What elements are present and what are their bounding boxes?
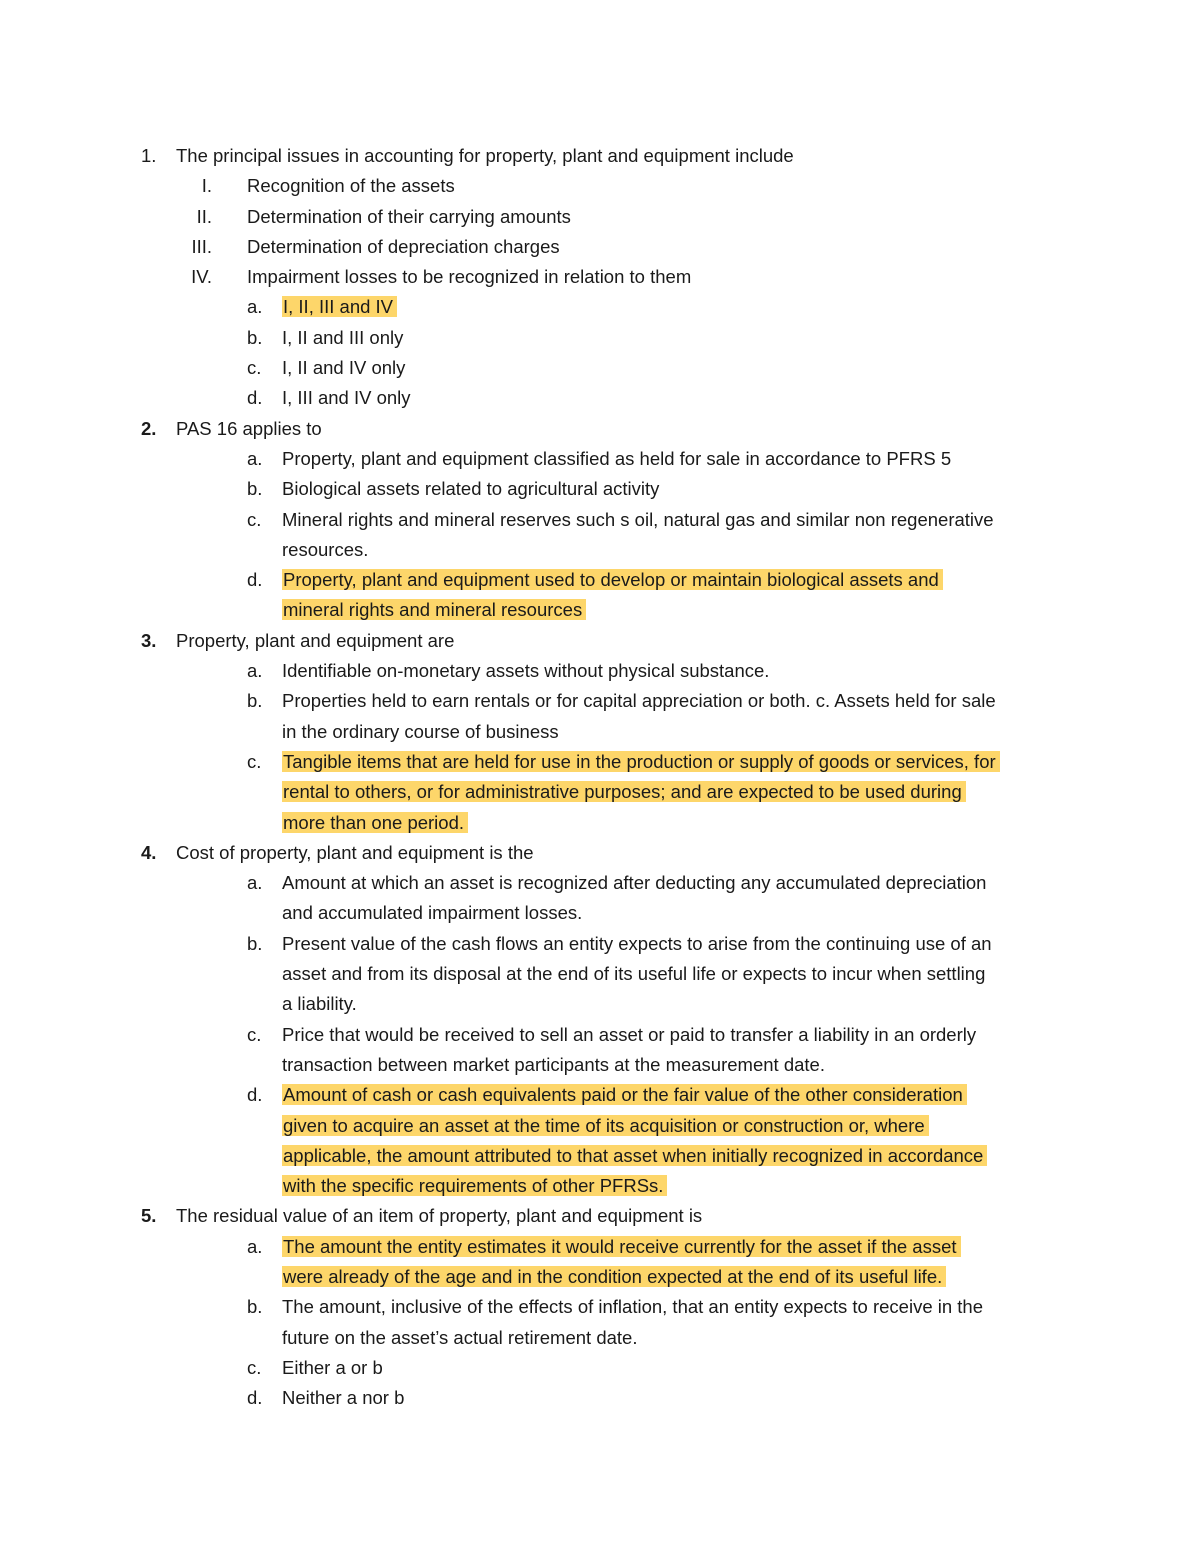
answer-option-continued (0, 1323, 1200, 1353)
option-text-line: Neither a nor b (282, 1387, 405, 1409)
answer-option (0, 1383, 1200, 1413)
option-letter: d. (247, 1084, 263, 1106)
answer-option (0, 1020, 1200, 1050)
answer-option (0, 565, 1200, 595)
answer-option-continued (0, 989, 1200, 1019)
option-text (282, 1080, 967, 1110)
statement-text: Impairment losses to be recognized in relation to them (247, 266, 692, 288)
option-letter: c. (247, 357, 262, 379)
option-letter: b. (247, 1296, 263, 1318)
option-letter: a. (247, 447, 263, 469)
answer-option-continued (0, 595, 1200, 625)
option-text (282, 686, 996, 716)
option-text (282, 565, 943, 595)
answer-option-continued (0, 717, 1200, 747)
option-text (282, 505, 994, 535)
option-letter: d. (247, 387, 263, 409)
option-letter: b. (247, 326, 263, 348)
answer-option (0, 323, 1200, 353)
option-letter: a. (247, 296, 263, 318)
option-text (282, 868, 986, 898)
option-letter: b. (247, 932, 263, 954)
answer-option (0, 929, 1200, 959)
option-text (282, 323, 403, 353)
option-letter: a. (247, 660, 263, 682)
option-text-line: I, III and IV only (282, 387, 411, 409)
answer-option (0, 868, 1200, 898)
answer-option (0, 747, 1200, 777)
option-text (282, 808, 468, 838)
answer-option (0, 505, 1200, 535)
option-text-line: Either a or b (282, 1356, 383, 1378)
highlighted-answer: Tangible items that are held for use in the production or supply of goods or services, for (282, 751, 1000, 772)
option-text (282, 383, 411, 413)
option-letter: b. (247, 690, 263, 712)
answer-option-continued (0, 1050, 1200, 1080)
option-text (282, 1232, 961, 1262)
option-text (282, 656, 769, 686)
option-text (282, 959, 985, 989)
question-text: Cost of property, plant and equipment is the (176, 841, 534, 863)
option-letter: d. (247, 1387, 263, 1409)
statement-numeral: IV. (191, 266, 212, 288)
answer-option-continued (0, 777, 1200, 807)
option-text-line: in the ordinary course of business (282, 720, 559, 742)
answer-option (0, 474, 1200, 504)
highlighted-answer: rental to others, or for administrative purposes; and are expected to be used during (282, 781, 966, 802)
answer-option (0, 1292, 1200, 1322)
statement-text: Determination of depreciation charges (247, 235, 560, 257)
option-text-line: Price that would be received to sell an asset or paid to transfer a liability in an orderly (282, 1023, 977, 1045)
option-text-line: Mineral rights and mineral reserves such s oil, natural gas and similar non regenerative (282, 508, 994, 530)
question-text: The principal issues in accounting for property, plant and equipment include (176, 145, 794, 166)
option-text (282, 1353, 383, 1383)
option-letter: a. (247, 872, 263, 894)
option-letter: c. (247, 508, 262, 530)
answer-option-continued (0, 1141, 1200, 1171)
option-text (282, 595, 586, 625)
question-number: 3. (141, 629, 157, 651)
option-letter: b. (247, 478, 263, 500)
statement-2 (0, 202, 1200, 232)
highlighted-answer: applicable, the amount attributed to that asset when initially recognized in accordance (282, 1145, 987, 1166)
statement-numeral: III. (191, 235, 212, 257)
answer-option (0, 1080, 1200, 1110)
option-text-line: I, II and IV only (282, 357, 406, 379)
option-text-line: a liability. (282, 993, 357, 1015)
highlighted-answer: The amount the entity estimates it would receive currently for the asset if the asset (282, 1236, 961, 1257)
option-text (282, 1020, 976, 1050)
option-text-line: Amount at which an asset is recognized after deducting any accumulated depreciation (282, 872, 987, 894)
answer-option (0, 686, 1200, 716)
statement-4 (0, 262, 1200, 292)
option-text-line: transaction between market participants at the measurement date. (282, 1053, 825, 1075)
answer-option-continued (0, 808, 1200, 838)
option-text (282, 535, 368, 565)
option-letter: a. (247, 1235, 263, 1257)
option-letter: c. (247, 1356, 262, 1378)
answer-option (0, 1353, 1200, 1383)
option-text-line: Present value of the cash flows an entity expects to arise from the continuing use of an (282, 932, 992, 954)
highlighted-answer: I, II, III and IV (282, 296, 397, 317)
answer-option (0, 353, 1200, 383)
highlighted-answer: given to acquire an asset at the time of its acquisition or construction or, where (282, 1115, 929, 1136)
statement-1 (0, 171, 1200, 201)
question-1 (0, 141, 1200, 171)
statement-text: Determination of their carrying amounts (247, 205, 571, 227)
option-text (282, 1262, 946, 1292)
question-3 (0, 626, 1200, 656)
statement-numeral: I. (201, 175, 212, 197)
question-text: Property, plant and equipment are (176, 629, 455, 651)
answer-option-continued (0, 1171, 1200, 1201)
option-text (282, 777, 966, 807)
option-text (282, 1292, 983, 1322)
statement-3 (0, 232, 1200, 262)
option-text (282, 717, 559, 747)
highlighted-answer: were already of the age and in the condition expected at the end of its useful life. (282, 1266, 946, 1287)
option-text-line: future on the asset’s actual retirement date. (282, 1326, 638, 1348)
option-text-line: Identifiable on-monetary assets without physical substance. (282, 660, 770, 682)
option-text (282, 1050, 825, 1080)
option-text-line: Properties held to earn rentals or for capital appreciation or both. c. Assets held for sale (282, 690, 996, 712)
question-2 (0, 414, 1200, 444)
option-text (282, 1141, 987, 1171)
option-text (282, 1383, 404, 1413)
option-text (282, 747, 1000, 777)
option-text-line: resources. (282, 538, 369, 560)
highlighted-answer: mineral rights and mineral resources (282, 599, 586, 620)
answer-option-continued (0, 1111, 1200, 1141)
question-number: 5. (141, 1205, 157, 1227)
question-4 (0, 838, 1200, 868)
option-text-line: Property, plant and equipment classified as held for sale in accordance to PFRS 5 (282, 447, 952, 469)
answer-option-continued (0, 898, 1200, 928)
answer-option (0, 444, 1200, 474)
question-list (0, 141, 1200, 1413)
option-text (282, 989, 357, 1019)
option-text (282, 292, 397, 322)
option-text (282, 444, 951, 474)
option-text-line: Biological assets related to agricultural activity (282, 478, 660, 500)
option-letter: c. (247, 1023, 262, 1045)
question-number: 1. (141, 145, 157, 166)
question-text: The residual value of an item of property, plant and equipment is (176, 1205, 703, 1227)
option-text (282, 898, 582, 928)
option-text (282, 353, 405, 383)
question-number: 4. (141, 841, 157, 863)
highlighted-answer: with the specific requirements of other PFRSs. (282, 1175, 667, 1196)
option-text-line: asset and from its disposal at the end of its useful life or expects to incur when settling (282, 963, 986, 985)
question-5 (0, 1201, 1200, 1231)
question-number: 2. (141, 417, 157, 439)
answer-option-continued (0, 959, 1200, 989)
option-text (282, 1323, 637, 1353)
option-text (282, 1171, 667, 1201)
question-text: PAS 16 applies to (176, 417, 322, 439)
answer-option (0, 292, 1200, 322)
answer-option-continued (0, 535, 1200, 565)
statement-numeral: II. (196, 205, 212, 227)
highlighted-answer: more than one period. (282, 812, 468, 833)
highlighted-answer: Amount of cash or cash equivalents paid or the fair value of the other consideration (282, 1084, 967, 1105)
option-text (282, 929, 992, 959)
option-text (282, 474, 659, 504)
answer-option (0, 656, 1200, 686)
statement-text: Recognition of the assets (247, 175, 455, 197)
answer-option (0, 383, 1200, 413)
option-text-line: The amount, inclusive of the effects of inflation, that an entity expects to receive in the (282, 1296, 984, 1318)
option-text-line: and accumulated impairment losses. (282, 902, 583, 924)
option-text-line: I, II and III only (282, 326, 404, 348)
answer-option-continued (0, 1262, 1200, 1292)
option-letter: d. (247, 569, 263, 591)
answer-option (0, 1232, 1200, 1262)
highlighted-answer: Property, plant and equipment used to develop or maintain biological assets and (282, 569, 943, 590)
option-letter: c. (247, 750, 262, 772)
option-text (282, 1111, 929, 1141)
